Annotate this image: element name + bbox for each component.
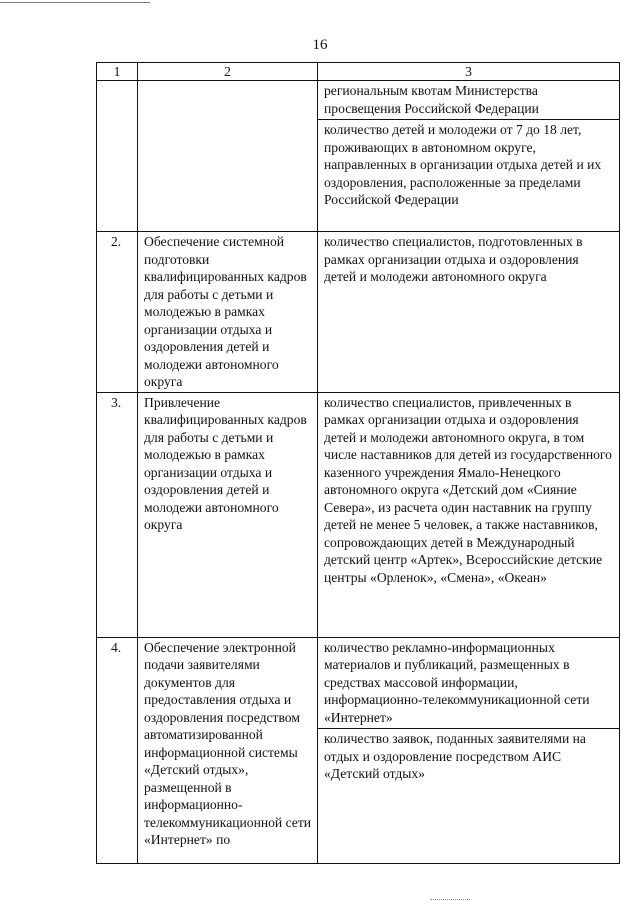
- indicator-text: региональным квотам Министерства просвещения Российской Федерации: [324, 83, 539, 116]
- scan-mark: [430, 899, 470, 900]
- indicator-text: количество специалистов, привлеченных в рамках организации отдыха и оздоровления детей и молодежи автономного округа, в том числе наставников для детей из государственного казенного учреждения Ямало-Ненецкого автономного округа «Детский дом «Сияние Севера», из расчета один наставник на группу детей не менее 5 человек, а также наставников, сопровождающих детей в Международный детский центр «Артек», Всероссийские детские центры «Орленок», «Смена», «Океан»: [324, 394, 612, 585]
- indicator-text: количество рекламно-информационных материалов и публикаций, размещенных в средствах массовой информации, информационно-телекоммуникационной сети «Интернет»: [324, 639, 590, 725]
- page-number: 16: [312, 37, 328, 53]
- task-cell: Обеспечение электронной подачи заявителями документов для предоставления отдыха и оздоровления посредством автоматизированной информационной системы «Детский отдых», размещенной в информационно-телекоммуникационной сети «Интернет» по: [138, 637, 318, 863]
- indicator-text: количество специалистов, подготовленных в рамках организации отдыха и оздоровления детей и молодежи автономного округа: [324, 234, 583, 284]
- row-number: 4.: [97, 637, 138, 863]
- table-row: [97, 81, 620, 232]
- indicator-cell: [318, 392, 620, 637]
- indicator-cell: [318, 81, 620, 232]
- table-header-row: [97, 63, 620, 81]
- header-col-3: 3: [318, 63, 620, 81]
- table-row: [97, 232, 620, 393]
- indicator-cell: [318, 232, 620, 393]
- document-table: [96, 62, 620, 864]
- row-number: [97, 81, 138, 232]
- top-rule: [0, 2, 150, 3]
- row-number: 2.: [97, 232, 138, 393]
- table-row: [97, 392, 620, 637]
- task-cell: Обеспечение системной подготовки квалифицированных кадров для работы с детьми и молодежью в рамках организации отдыха и оздоровления детей и молодежи автономного округа: [138, 232, 318, 393]
- indicator-text: количество детей и молодежи от 7 до 18 лет, проживающих в автономном округе, направленных в организации отдыха детей и их оздоровления, расположенные за пределами Российской Федерации: [318, 119, 619, 211]
- task-cell: [138, 81, 318, 232]
- table-row: [97, 637, 620, 863]
- indicator-cell: [318, 637, 620, 863]
- header-col-1: 1: [97, 63, 138, 81]
- header-col-2: 2: [138, 63, 318, 81]
- row-number: 3.: [97, 392, 138, 637]
- indicator-text: количество заявок, поданных заявителями на отдых и оздоровление посредством АИС «Детский отдых»: [318, 728, 619, 785]
- task-cell: Привлечение квалифицированных кадров для работы с детьми и молодежью в рамках организации отдыха и оздоровления детей и молодежи автономного округа: [138, 392, 318, 637]
